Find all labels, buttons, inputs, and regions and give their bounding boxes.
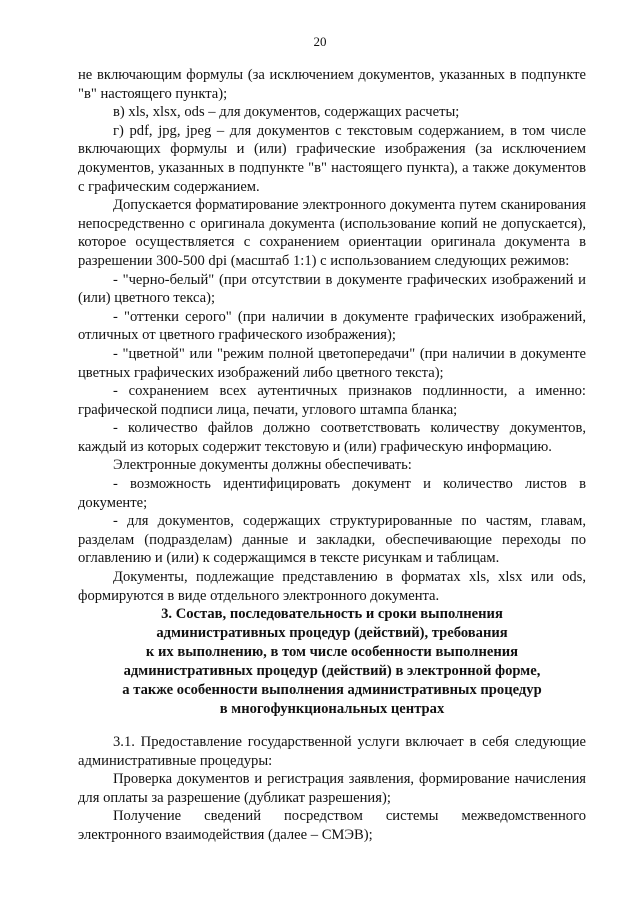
paragraph: не включающим формулы (за исключением документов, указанных в подпункте "в" настоящего пункта); bbox=[78, 67, 586, 102]
paragraph: Допускается форматирование электронного документа путем сканирования непосредственно с оригинала документа (использование копий не допускается), которое осуществляется с сохранением ориентации оригинала документа в разрешении 300-500 dpi (масштаб 1:1) с использованием следующих режимов: bbox=[78, 197, 586, 269]
list-item: - "оттенки серого" (при наличии в документе графических изображений, отличных от цветного графического изображения); bbox=[78, 308, 586, 344]
section-heading bbox=[78, 605, 586, 719]
paragraph: 3.1. Предоставление государственной услуги включает в себя следующие административные процедуры: bbox=[78, 734, 586, 769]
section-heading-line: административных процедур (действий) в электронной форме, bbox=[123, 663, 541, 679]
list-item: - количество файлов должно соответствовать количеству документов, каждый из которых содержит текстовую и (или) графическую информацию. bbox=[78, 420, 586, 455]
list-item: - "цветной" или "режим полной цветопередачи" (при наличии в документе цветных графических изображений либо цветного текста); bbox=[78, 345, 586, 381]
section-heading-line: административных процедур (действий), требования bbox=[156, 625, 508, 641]
list-item: - для документов, содержащих структурированные по частям, главам, разделам (подразделам) данные и закладки, обеспечивающие переходы по оглавлению и (или) к содержащимся в тексте рисункам и таблицам. bbox=[78, 513, 586, 567]
body-text bbox=[78, 66, 586, 605]
section-body-text bbox=[78, 733, 586, 845]
list-item: - "черно-белый" (при отсутствии в документе графических изображений и (или) цветного текса); bbox=[78, 271, 586, 307]
section-heading-line: 3. Состав, последовательность и сроки выполнения bbox=[161, 606, 503, 622]
paragraph: Документы, подлежащие представлению в форматах xls, xlsx или ods, формируются в виде отдельного электронного документа. bbox=[78, 569, 586, 604]
list-item: - сохранением всех аутентичных признаков подлинности, а именно: графической подписи лица, печати, углового штампа бланка; bbox=[78, 383, 586, 418]
section-heading-line: к их выполнению, в том числе особенности выполнения bbox=[145, 644, 519, 660]
section-heading-line: а также особенности выполнения административных процедур bbox=[122, 682, 542, 698]
section-heading-line: в многофункциональных центрах bbox=[219, 701, 445, 717]
paragraph: Электронные документы должны обеспечивать: bbox=[113, 457, 412, 474]
list-item: - возможность идентифицировать документ и количество листов в документе; bbox=[78, 476, 586, 511]
paragraph: в) xls, xlsx, ods – для документов, содержащих расчеты; bbox=[113, 104, 460, 121]
page-number: 20 bbox=[313, 34, 327, 49]
paragraph: г) pdf, jpg, jpeg – для документов с текстовым содержанием, в том числе включающих формулы и (или) графические изображения (за исключением документов, указанных в подпункте "в" настоящего пункта), а также документов с графическим содержанием. bbox=[78, 122, 586, 195]
paragraph: Проверка документов и регистрация заявления, формирование начисления для оплаты за разрешение (дубликат разрешения); bbox=[78, 771, 586, 806]
paragraph: Получение сведений посредством системы межведомственного электронного взаимодействия (далее – СМЭВ); bbox=[78, 808, 586, 843]
